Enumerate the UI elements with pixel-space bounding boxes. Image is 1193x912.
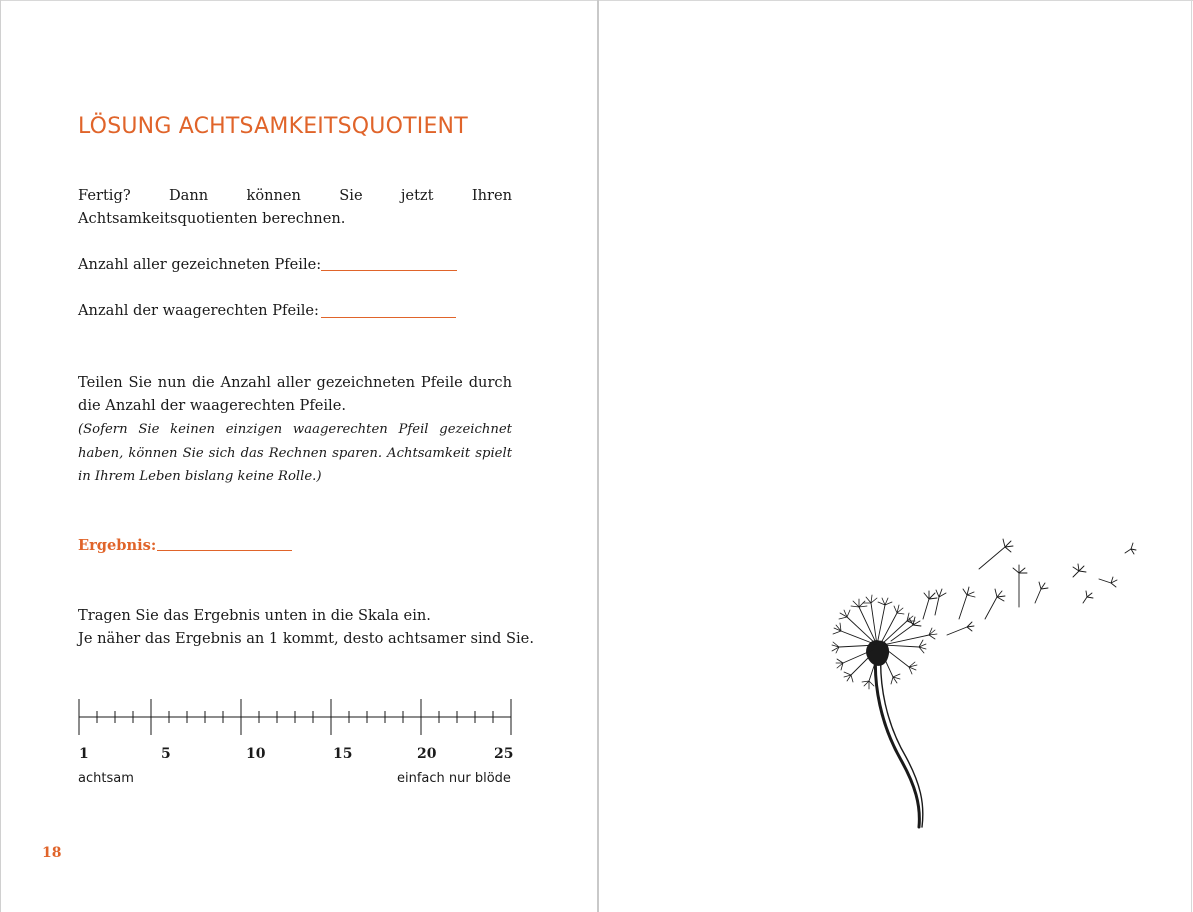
scale-instruction-line-1: Tragen Sie das Ergebnis unten in die Skala ein.	[78, 607, 431, 624]
scale-number-10: 10	[246, 746, 266, 762]
dandelion-illustration	[829, 535, 1159, 835]
intro-text: Fertig? Dann können Sie jetzt Ihren Achtsamkeitsquotienten berechnen.	[78, 187, 512, 227]
scale-ruler[interactable]	[70, 695, 520, 745]
scale-high-label: einfach nur blöde	[397, 771, 511, 786]
scale-number-25: 25	[494, 746, 514, 762]
result-label: Ergebnis:	[78, 537, 157, 554]
scale-number-1: 1	[79, 746, 89, 762]
total-arrows-answer-line[interactable]	[321, 270, 457, 271]
page-number: 18	[42, 845, 62, 861]
note-text: (Sofern Sie keinen einzigen waagerechten Pfeil gezeichnet haben, können Sie sich das Rechnen sparen. Achtsamkeit spielt in Ihrem Leben bislang keine Rolle.)	[78, 422, 512, 484]
division-instruction: Teilen Sie nun die Anzahl aller gezeichneten Pfeile durch die Anzahl der waagerechten Pfeile.	[78, 374, 512, 414]
scale-number-15: 15	[333, 746, 353, 762]
horizontal-arrows-answer-line[interactable]	[321, 317, 456, 318]
result-answer-line[interactable]	[157, 550, 292, 551]
scale-instruction-line-2: Je näher das Ergebnis an 1 kommt, desto achtsamer sind Sie.	[78, 630, 534, 647]
scale-low-label: achtsam	[78, 771, 134, 786]
horizontal-arrows-label: Anzahl der waagerechten Pfeile:	[78, 302, 319, 319]
page-title: LÖSUNG ACHTSAMKEITSQUOTIENT	[78, 114, 468, 139]
right-page	[599, 0, 1191, 912]
total-arrows-label: Anzahl aller gezeichneten Pfeile:	[78, 256, 322, 273]
scale-number-5: 5	[161, 746, 171, 762]
scale-instruction	[78, 604, 534, 650]
page-frame-right	[1191, 0, 1192, 912]
scale-number-20: 20	[417, 746, 437, 762]
